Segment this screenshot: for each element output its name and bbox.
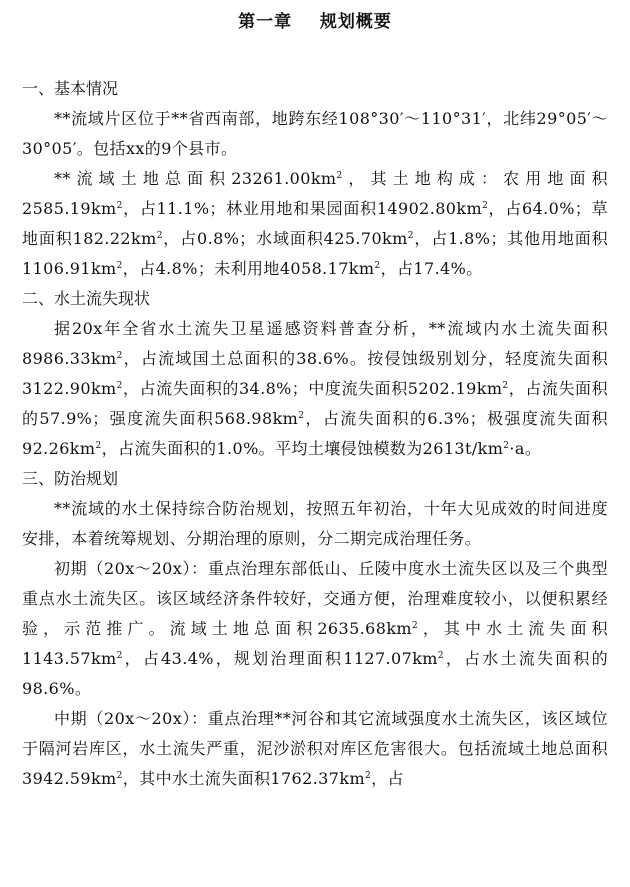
section-heading: 三、防治规划: [22, 469, 119, 488]
text-run: ，占43.4%，规划治理面积1127.07km: [122, 649, 438, 668]
text-run: ，占水土流失面积的98.6%。: [22, 649, 608, 698]
text-run: ，占流失面积的34.8%；中度流失面积5202.19km: [122, 379, 503, 398]
superscript: 2: [116, 651, 123, 661]
chapter-title: 第一章 规划概要: [238, 12, 392, 32]
text-run: ，占17.4%。: [380, 259, 483, 278]
superscript: 2: [502, 381, 509, 391]
document-body: [22, 74, 608, 794]
text-run: ，占流失面积的57.9%；强度流失面积568.98km: [22, 379, 608, 428]
section-heading: 一、基本情况: [22, 79, 119, 98]
superscript: 2: [116, 261, 123, 271]
body-paragraph: [22, 164, 608, 284]
body-paragraph: [22, 104, 608, 164]
superscript: 2: [298, 411, 305, 421]
superscript: 2: [407, 231, 414, 241]
superscript: 2: [116, 381, 123, 391]
text-run: ，占流失面积的1.0%。平均土壤侵蚀模数为2613t/km: [101, 439, 504, 458]
body-paragraph: [22, 554, 608, 704]
body-paragraph: [22, 314, 608, 464]
superscript: 2: [482, 201, 489, 211]
section-heading: 二、水土流失现状: [22, 289, 151, 308]
superscript: 2: [503, 441, 510, 451]
superscript: 2: [336, 171, 343, 181]
text-run: 据20x年全省水土流失卫星遥感资料普查分析，**流域内水土流失面积8986.33km: [22, 319, 608, 368]
superscript: 2: [116, 771, 123, 781]
text-run: **流域的水土保持综合防治规划，按照五年初治，十年大见成效的时间进度安排，本着统筹规划、分期治理的原则，分二期完成治理任务。: [22, 499, 608, 548]
superscript: 2: [116, 351, 123, 361]
text-run: ，占1.8%；其他用地面积1106.91km: [22, 229, 608, 278]
superscript: 2: [374, 261, 381, 271]
text-run: ，占4.8%；未利用地4058.17km: [122, 259, 375, 278]
text-run: ，其土地构成：农用地面积2585.19km: [22, 169, 608, 218]
body-paragraph: [22, 494, 608, 554]
superscript: 2: [116, 201, 123, 211]
text-run: 初期（20x～20x）：重点治理东部低山、丘陵中度水土流失区以及三个典型重点水土流失区。该区域经济条件较好，交通方便，治理难度较小，以便积累经验，示范推广。流域土地总面积2635.68km: [22, 559, 608, 638]
text-run: ，其中水土流失面积1143.57km: [22, 619, 608, 668]
text-run: ，其中水土流失面积1762.37km: [122, 769, 366, 788]
superscript: 2: [95, 441, 102, 451]
text-run: ，占流失面积的6.3%；极强度流失面积92.26km: [22, 409, 608, 458]
text-run: **流域土地总面积23261.00km: [54, 169, 337, 188]
text-run: 中期（20x～20x）：重点治理**河谷和其它流域强度水土流失区，该区域位于隔河岩库区，水土流失严重，泥沙淤积对库区危害很大。包括流域土地总面积3942.59km: [22, 709, 608, 788]
text-run: ，占64.0%；草地面积182.22km: [22, 199, 608, 248]
text-run: ，占: [371, 769, 404, 788]
superscript: 2: [437, 651, 445, 661]
text-run: ，占流域国土总面积的38.6%。按侵蚀级别划分，轻度流失面积3122.90km: [22, 349, 608, 398]
text-run: **流域片区位于**省西南部，地跨东经108°30′～110°31′，北纬29°05′～30°05′。包括xx的9个县市。: [22, 109, 608, 158]
superscript: 2: [365, 771, 372, 781]
superscript: 2: [411, 621, 419, 631]
text-run: ·a。: [509, 439, 542, 458]
superscript: 2: [156, 231, 163, 241]
body-paragraph: [22, 704, 608, 794]
text-run: ，占11.1%；林业用地和果园面积14902.80km: [122, 199, 483, 218]
text-run: ，占0.8%；水域面积425.70km: [162, 229, 408, 248]
